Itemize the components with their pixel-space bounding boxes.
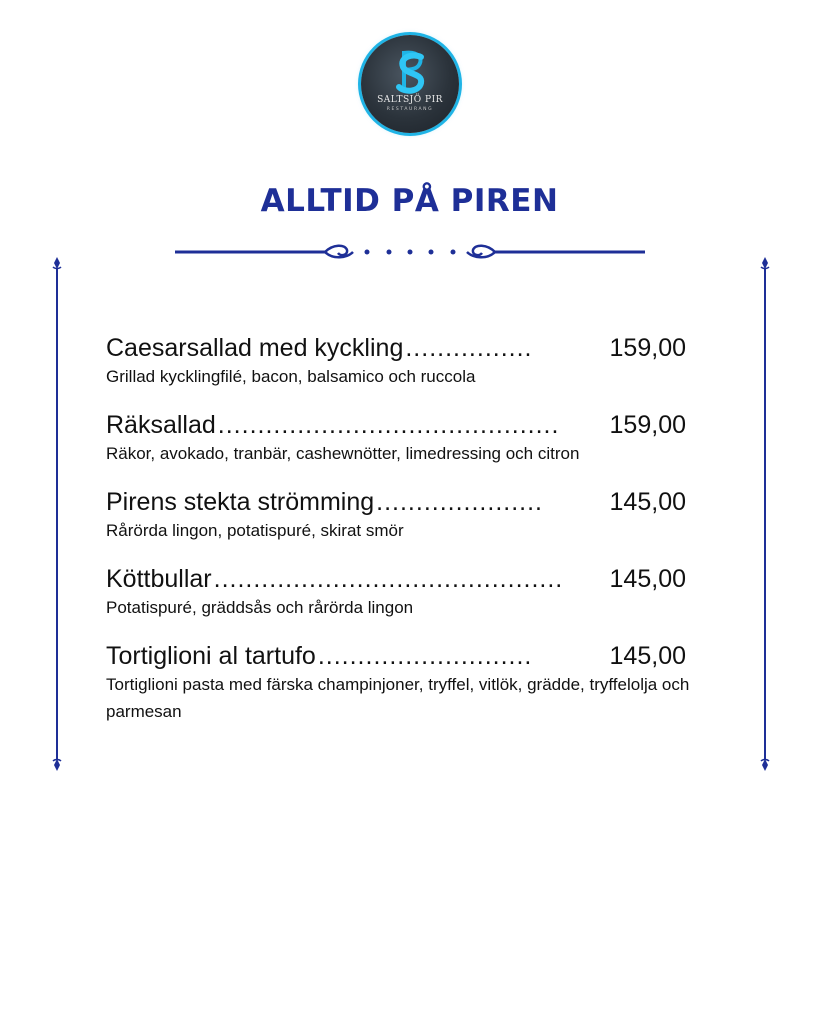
item-name: Pirens stekta strömming xyxy=(106,488,375,516)
logo-subtitle: RESTAURANG xyxy=(386,107,434,112)
scroll-divider-icon xyxy=(175,240,645,264)
item-leader-dots: ..................... xyxy=(376,488,544,516)
item-price: 159,00 xyxy=(609,411,686,439)
item-name: Räksallad xyxy=(106,411,216,439)
item-description: Grillad kycklingfilé, bacon, balsamico och ruccola xyxy=(106,367,476,386)
logo-name: SALTSJÖ PIR xyxy=(377,95,443,105)
menu-item xyxy=(106,642,706,719)
item-leader-dots: ................ xyxy=(405,334,533,362)
item-description: Potatispuré, gräddsås och rårörda lingon xyxy=(106,598,414,617)
item-description: Räkor, avokado, tranbär, cashewnötter, limedressing och citron xyxy=(106,444,580,463)
menu-item xyxy=(106,334,706,411)
item-name: Caesarsallad med kyckling xyxy=(106,334,404,362)
left-fleur-rule-icon xyxy=(50,257,64,771)
item-leader-dots: ........................................... xyxy=(217,411,560,439)
menu-item xyxy=(106,411,706,488)
menu-item xyxy=(106,565,706,642)
item-description: Tortiglioni pasta med färska champinjoner, tryffel, vitlök, grädde, tryffelolja och parmesan xyxy=(106,675,690,721)
menu-section-title: ALLTID PÅ PIREN xyxy=(260,183,559,219)
item-price: 145,00 xyxy=(609,488,686,516)
item-name: Tortiglioni al tartufo xyxy=(106,642,316,670)
item-leader-dots: ............................................ xyxy=(213,565,564,593)
menu-list xyxy=(106,334,706,719)
right-fleur-rule-icon xyxy=(758,257,772,771)
restaurant-logo xyxy=(361,35,459,133)
item-price: 145,00 xyxy=(609,642,686,670)
item-price: 159,00 xyxy=(609,334,686,362)
monogram-icon xyxy=(361,35,459,133)
item-name: Köttbullar xyxy=(106,565,212,593)
item-leader-dots: ........................... xyxy=(317,642,533,670)
item-price: 145,00 xyxy=(609,565,686,593)
item-description: Rårörda lingon, potatispuré, skirat smör xyxy=(106,521,404,540)
menu-item xyxy=(106,488,706,565)
